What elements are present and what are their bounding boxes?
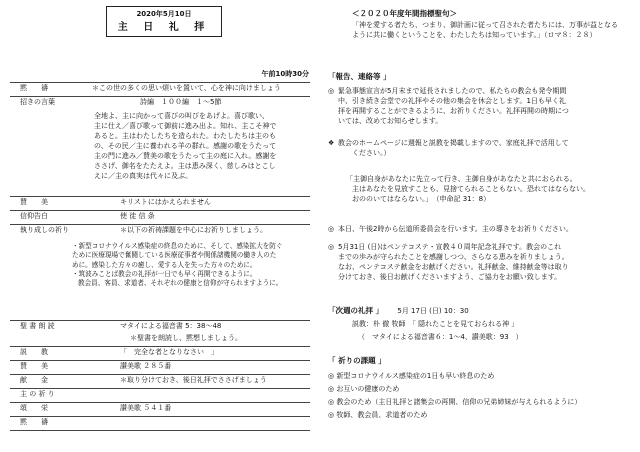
order-row-hymn-2 <box>10 362 315 374</box>
psalm-line: えに／主の真実は代々に及ぶ。 <box>94 171 193 180</box>
report-line: 緊急事態宣言が5月末まで延長されましたので、私たちの教会も発令期間 <box>338 87 567 95</box>
order-value: マタイによる福音書 5：38〜48 <box>120 322 222 330</box>
divider <box>10 388 310 389</box>
quote-line: 主はあなたを見放すことも、見捨てられることもない。恐れてはならない。 <box>352 185 590 194</box>
divider <box>10 402 310 403</box>
notice-line: 5月31日 (日)はペンテコステ・宣教４０周年記念礼拝です。教会のこれ <box>338 243 562 251</box>
order-label: 招きの言葉 <box>20 98 55 106</box>
report-item <box>328 86 624 127</box>
quote-line: おののいてはならない。」 （申命記 31：8） <box>352 195 491 204</box>
service-title-box <box>106 6 222 37</box>
notice-item <box>328 224 624 234</box>
report-line: いては、改めてお知らせします。 <box>338 117 443 126</box>
order-value: 詩編 １００編 １〜5節 <box>140 98 222 106</box>
order-value: ＊この世の多くの思い煩いを置いて、心を神に向けましょう <box>92 84 281 92</box>
service-date: 2020年5月10日 <box>136 10 192 18</box>
announcements-column <box>322 0 632 452</box>
psalm-line: ささげ、御名をたたえよ。主は恵み深く、慈しみはとこし <box>94 161 276 170</box>
psalm-line: 主の門に進み／賛美の歌をうたって主の庭に入れ。感謝を <box>94 151 277 160</box>
report-line: 教会のホームページに週報と説教を掲載しますので、家庭礼拝で活用して <box>338 139 569 147</box>
next-bible: （ マタイによる福音書６：1〜4、讃美歌：93 ） <box>358 333 523 341</box>
order-row-offering <box>10 376 315 388</box>
divider <box>10 320 310 321</box>
bullet-mark: ◎ <box>328 225 335 233</box>
order-value: 使 徒 信 条 <box>120 212 155 220</box>
divider <box>10 374 310 375</box>
prayer-line: めに。感染した方々の癒し、愛する人を失った方々のために。 <box>72 260 257 269</box>
order-of-service-column <box>10 0 315 452</box>
order-row-hymn <box>10 198 315 210</box>
order-label: 信仰告白 <box>20 212 48 220</box>
prayer-item: ◎ 牧師、教会員、求道者のため <box>328 411 428 419</box>
prayer-topics-heading: 「 祈りの課題 」 <box>328 356 386 365</box>
divider <box>10 224 310 225</box>
prayer-line: ・新型コロナウイルス感染症の終息のために、そして、感染拡大を防ぐ <box>72 242 283 250</box>
prayer-item: ◎ 新型コロナウイルス感染症の1日も早い終息のため <box>328 372 495 380</box>
order-label: 黙 禱 <box>20 84 48 92</box>
bullet-mark: ◎ <box>328 87 335 95</box>
order-row-scripture <box>10 322 315 334</box>
order-row-doxology <box>10 404 315 416</box>
next-sermon: 説教：朴 徹 牧師 「 隠れたことを見ておられる神 」 <box>352 320 519 328</box>
service-title: 主 日 礼 拝 <box>117 21 211 33</box>
psalm-line: 全地よ、主に向かって喜びの叫びをあげよ。喜び歌い、 <box>94 112 269 120</box>
psalm-text <box>94 112 310 182</box>
report-line: 中、引き続き会堂での礼拝やその他の集会を休会とします。1日も早く礼 <box>338 97 566 106</box>
order-value: 「 完全な者となりなさい 」 <box>120 348 218 356</box>
report-line: 拝を再開することができるように、お祈りください。礼拝再開の時期につ <box>338 107 569 116</box>
order-value: キリストにはかえられません <box>120 198 211 206</box>
order-label: 賛 美 <box>20 362 48 370</box>
order-value: ＊取り分けておき、後日礼拝でささげましょう <box>120 376 267 384</box>
divider <box>10 82 310 83</box>
psalm-line: の、その民／主に養われる羊の群れ。感謝の歌をうたって <box>94 141 277 150</box>
psalm-line: 主に仕え／喜び歌って御前に進み出よ。知れ、主こそ神で <box>94 121 277 130</box>
notice-line: までの歩みが守られたことを感謝しつつ、さらなる恵みを祈りましょう。 <box>338 253 569 262</box>
order-row-intercession <box>10 226 315 238</box>
service-time: 午前10時30分 <box>261 70 309 78</box>
prayer-line: ために医療現場で奮闘している医療従事者や関係諸機関の働き人のた <box>72 251 277 260</box>
divider <box>10 96 310 97</box>
prayer-item: ◎ 教会のため（主日礼拝と諸集会の再開、信仰の兄弟姉妹が与えられるように） <box>328 398 582 406</box>
prayer-line: 教会員、客員、求道者、それぞれの健康と信仰が守られますように。 <box>78 279 283 288</box>
verse-line: 「神を愛する者たち、つまり、御計画に従って召された者たちには、万事が益となる <box>352 21 618 29</box>
order-value: 讃美歌 ２８５番 <box>120 362 172 370</box>
notice-line: 分けておき、後日お献げくださいますよう、ご協力をお願い致します。 <box>338 273 562 282</box>
annual-verse-text <box>352 20 622 40</box>
next-service-heading: 「次週の礼拝 」 <box>328 306 384 315</box>
order-label: 頌 栄 <box>20 404 48 412</box>
order-row-closing-silent-prayer <box>10 418 315 430</box>
annual-verse-title: ＜２０２０年度年間指標聖句＞ <box>352 9 457 18</box>
order-row-scripture-note <box>10 334 315 346</box>
order-value: ＊聖書を朗読し、黙想しましょう。 <box>130 334 242 342</box>
divider <box>10 360 310 361</box>
verse-line: ように共に働くということを、わたしたちは知っています。」（ロマ８：２８） <box>352 31 597 40</box>
divider <box>10 210 310 211</box>
order-label: 黙 禱 <box>20 418 48 426</box>
divider <box>10 346 310 347</box>
reports-heading: 「報告、連絡等 」 <box>328 72 391 81</box>
order-label: 執り成しの祈り <box>20 226 69 234</box>
report-item <box>328 138 624 158</box>
notice-line: 本日、午後2時から伝道所委員会を行います。主の導きをお祈りください。 <box>338 225 573 233</box>
order-value: ＊以下の祈祷課題を中心にお祈りしましょう。 <box>120 226 267 234</box>
order-label: 説 教 <box>20 348 48 356</box>
notice-item <box>328 242 624 283</box>
prayer-line: ・筑波みことば教会の礼拝が一日でも早く再開できるように。 <box>72 270 257 279</box>
deuteronomy-quote <box>346 174 616 204</box>
order-label: 献 金 <box>20 376 48 384</box>
order-row-silent-prayer <box>10 84 315 96</box>
psalm-line: あると。主はわたしたちを造られた。わたしたちは主のも <box>94 131 276 140</box>
order-value: 讃美歌 ５４１番 <box>120 404 172 412</box>
next-service-date: 5月 17日 (日) 10：30 <box>397 307 469 315</box>
notice-line: なお、ペンテコステ献金をお献げください。礼拝献金、維持献金等は取り <box>338 263 569 272</box>
bullet-mark: ❖ <box>328 139 335 147</box>
order-label: 主 の 祈 り <box>20 390 55 398</box>
divider <box>10 430 310 431</box>
order-row-lords-prayer <box>10 390 315 402</box>
divider <box>10 196 310 197</box>
order-row-sermon <box>10 348 315 360</box>
bullet-mark: ◎ <box>328 243 335 251</box>
divider <box>10 416 310 417</box>
prayer-item: ◎ お互いの健康のため <box>328 385 400 393</box>
quote-line: 「主御自身があなたに先立って行き、主御自身があなたと共におられる。 <box>346 175 577 183</box>
order-row-creed <box>10 212 315 224</box>
next-service <box>328 306 469 316</box>
prayer-topics-text <box>72 242 312 289</box>
order-row-call-to-worship <box>10 98 315 110</box>
order-label: 賛 美 <box>20 198 48 206</box>
report-line: ください。） <box>352 149 391 158</box>
order-label: 聖 書 朗 読 <box>20 322 55 330</box>
